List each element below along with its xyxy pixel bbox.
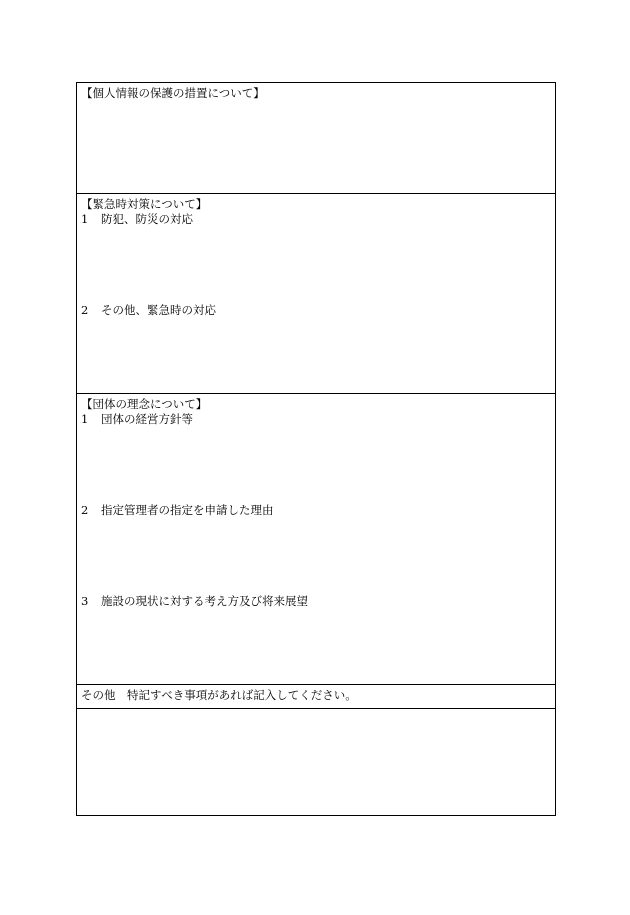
- emergency-item-1: [81, 212, 193, 227]
- item-label: 施設の現状に対する考え方及び将来展望: [101, 594, 308, 608]
- item-number: 1: [81, 212, 89, 226]
- emergency-item-2: [81, 303, 216, 318]
- emergency-section: [77, 193, 555, 393]
- item-number: 2: [81, 303, 89, 317]
- philosophy-item-1: [81, 412, 193, 427]
- philosophy-section: [77, 393, 555, 684]
- philosophy-item-3: [81, 594, 308, 609]
- item-label: 防犯、防災の対応: [101, 212, 193, 226]
- item-label: その他、緊急時の対応: [101, 303, 216, 317]
- other-label: その他 特記すべき事項があれば記入してください。: [81, 688, 357, 702]
- philosophy-heading: 【団体の理念について】: [81, 397, 208, 411]
- emergency-heading: 【緊急時対策について】: [81, 197, 208, 211]
- other-entry-field[interactable]: [77, 708, 555, 816]
- philosophy-item-2: [81, 503, 274, 518]
- item-number: 1: [81, 412, 89, 426]
- application-form-table: [76, 82, 556, 816]
- privacy-heading: 【個人情報の保護の措置について】: [81, 86, 265, 100]
- privacy-section: [77, 83, 555, 193]
- other-label-section: [77, 684, 555, 708]
- item-label: 指定管理者の指定を申請した理由: [101, 503, 274, 517]
- item-number: 3: [81, 594, 89, 608]
- item-label: 団体の経営方針等: [101, 412, 193, 426]
- item-number: 2: [81, 503, 89, 517]
